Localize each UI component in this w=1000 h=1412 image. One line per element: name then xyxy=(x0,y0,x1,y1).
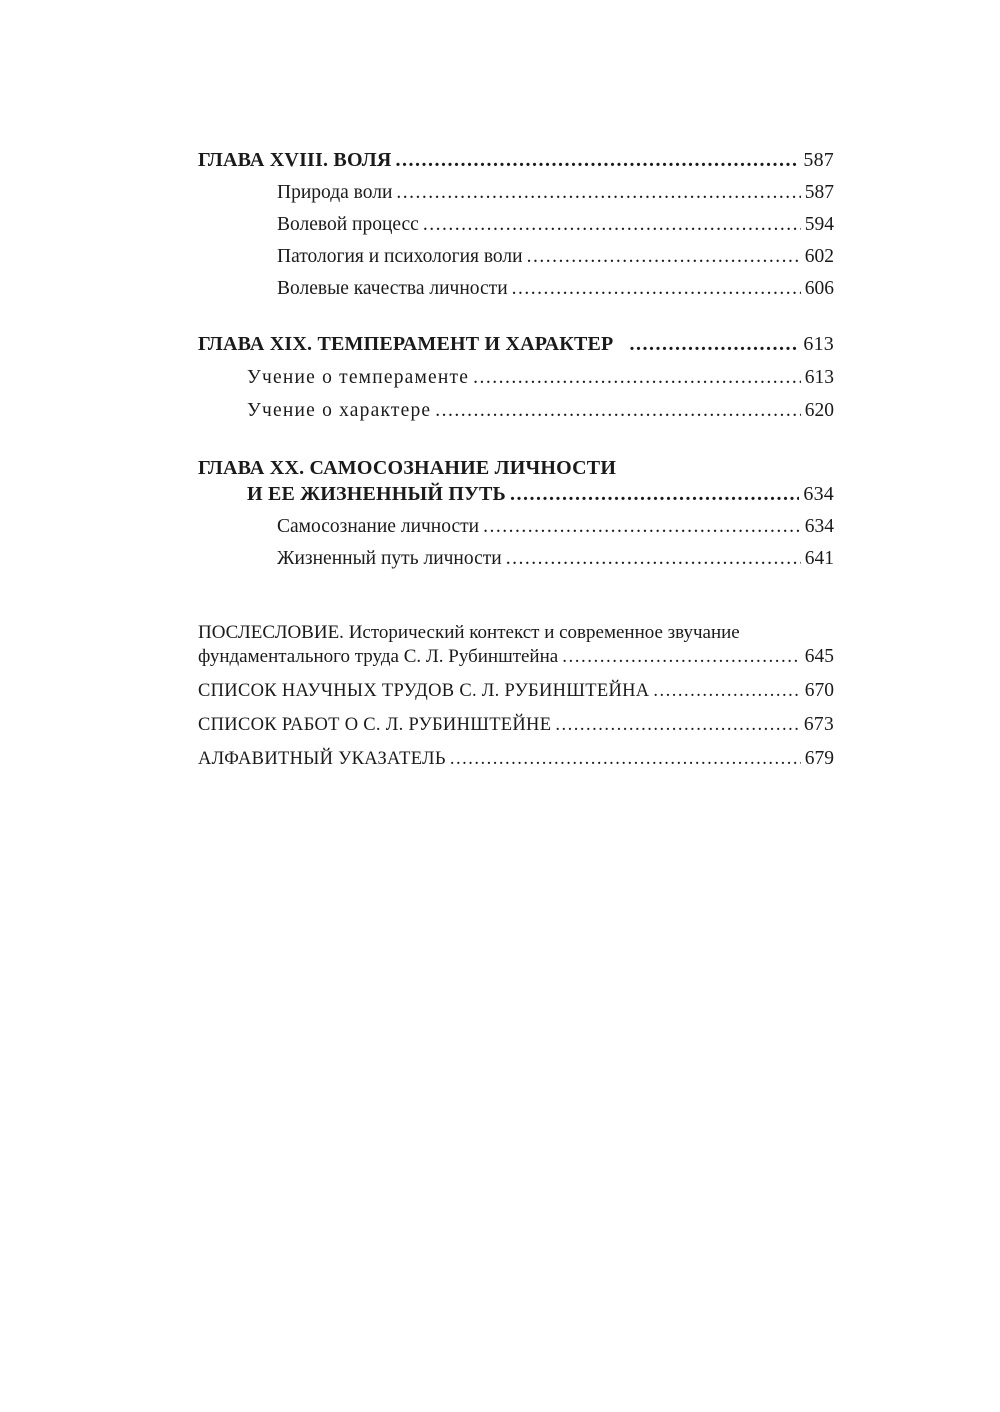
section-title: Природа воли xyxy=(277,182,393,203)
page-number: 641 xyxy=(804,548,834,569)
section-entry xyxy=(277,180,834,206)
dot-leader xyxy=(450,746,801,772)
section-entry xyxy=(277,212,834,238)
dot-leader xyxy=(555,712,800,738)
afterword-caps: ПОСЛЕСЛОВИЕ. xyxy=(198,622,344,643)
page-number: 673 xyxy=(803,714,834,735)
section-title: Волевой процесс xyxy=(277,214,419,235)
chapter-title: ГЛАВА XIX. ТЕМПЕРАМЕНТ И ХАРАКТЕР xyxy=(198,333,614,355)
afterword-subtitle-cont: фундаментального труда С. Л. Рубинштейна xyxy=(198,646,559,667)
page-number: 594 xyxy=(804,214,834,235)
section-title: Учение о характере xyxy=(247,400,432,421)
chapter-20-entry xyxy=(247,481,834,507)
dot-leader xyxy=(506,546,801,572)
index-entry xyxy=(198,746,834,772)
dot-leader xyxy=(629,331,799,357)
works-list-title: СПИСОК НАУЧНЫХ ТРУДОВ С. Л. РУБИНШТЕЙНА xyxy=(198,681,650,701)
dot-leader xyxy=(473,365,801,391)
afterword-subtitle: Исторический контекст и современное звучание xyxy=(348,622,740,643)
section-entry xyxy=(277,514,834,540)
page-number: 670 xyxy=(804,680,834,701)
afterword-entry xyxy=(198,644,834,670)
chapter-19-entry xyxy=(198,331,834,357)
about-list-entry xyxy=(198,712,834,738)
section-entry xyxy=(247,365,834,391)
page-number: 634 xyxy=(803,483,834,505)
section-entry xyxy=(277,276,834,302)
chapter-title: И ЕЕ ЖИЗНЕННЫЙ ПУТЬ xyxy=(247,483,506,505)
dot-leader xyxy=(435,398,801,424)
section-title: Жизненный путь личности xyxy=(277,548,502,569)
dot-leader xyxy=(423,212,801,238)
chapter-title: ГЛАВА XVIII. ВОЛЯ xyxy=(198,149,392,171)
dot-leader xyxy=(483,514,801,540)
works-list-entry xyxy=(198,678,834,704)
dot-leader xyxy=(512,276,801,302)
about-list-title: СПИСОК РАБОТ О С. Л. РУБИНШТЕЙНЕ xyxy=(198,715,552,735)
section-entry xyxy=(247,398,834,424)
page-number: 587 xyxy=(803,149,834,171)
page-number: 613 xyxy=(804,367,834,388)
section-entry xyxy=(277,244,834,270)
section-title: Волевые качества личности xyxy=(277,278,508,299)
section-entry xyxy=(277,546,834,572)
afterword-line1 xyxy=(198,620,740,646)
page-number: 613 xyxy=(803,333,834,355)
dot-leader xyxy=(396,180,800,206)
page-number: 634 xyxy=(804,516,834,537)
page-number: 606 xyxy=(804,278,834,299)
page-number: 602 xyxy=(804,246,834,267)
dot-leader xyxy=(653,678,800,704)
page-number: 645 xyxy=(804,646,834,667)
chapter-20-title-line1: ГЛАВА XX. САМОСОЗНАНИЕ ЛИЧНОСТИ xyxy=(198,457,617,479)
page-number: 679 xyxy=(804,748,834,769)
index-title: АЛФАВИТНЫЙ УКАЗАТЕЛЬ xyxy=(198,749,446,769)
dot-leader xyxy=(510,481,799,507)
dot-leader xyxy=(562,644,801,670)
page-number: 620 xyxy=(804,400,834,421)
dot-leader xyxy=(395,147,799,173)
dot-leader xyxy=(527,244,801,270)
chapter-18-entry xyxy=(198,147,834,173)
page-number: 587 xyxy=(804,182,834,203)
section-title: Учение о темпераменте xyxy=(247,367,470,388)
section-title: Самосознание личности xyxy=(277,516,480,537)
section-title: Патология и психология воли xyxy=(277,246,523,267)
